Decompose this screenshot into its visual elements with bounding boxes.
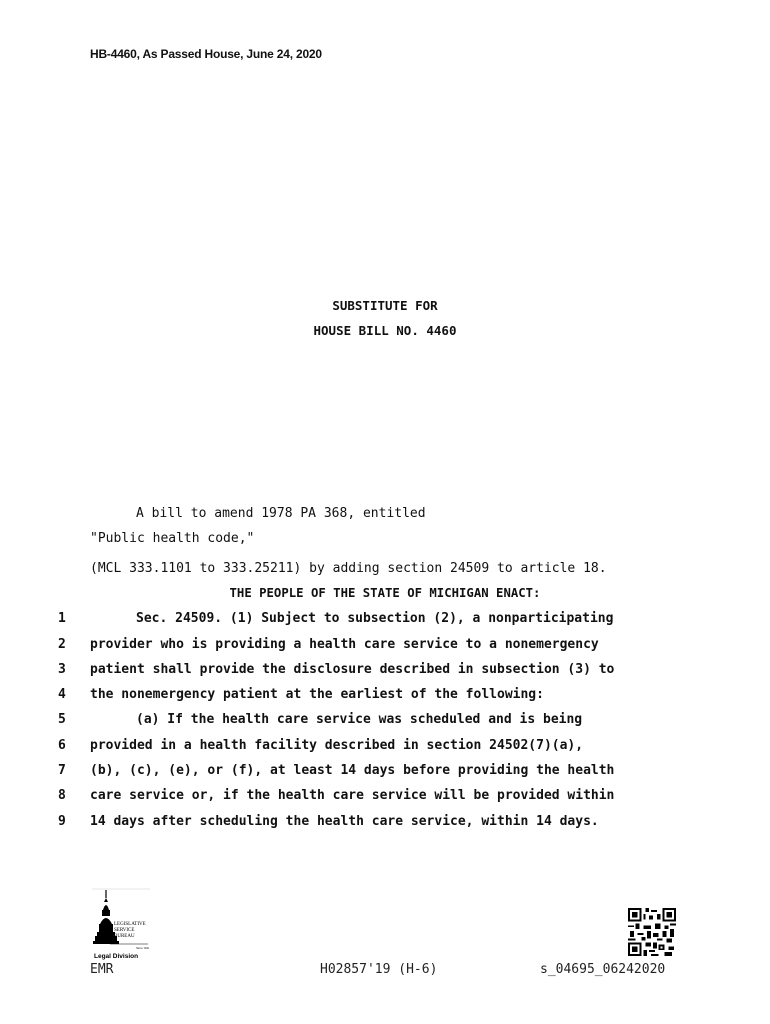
legislative-service-bureau-logo [90, 888, 152, 960]
line-number: 2 [58, 637, 66, 652]
line-text: (a) If the health care service was scheduled and is being [136, 712, 583, 727]
line-text: Sec. 24509. (1) Subject to subsection (2), a nonparticipating [136, 611, 614, 626]
bill-title-line-1: SUBSTITUTE FOR [332, 298, 438, 313]
bill-line [0, 738, 770, 763]
footer-initials: EMR [90, 962, 114, 977]
line-number: 3 [58, 662, 66, 677]
footer-document-id: H02857'19 (H-6) [320, 962, 438, 977]
line-text: patient shall provide the disclosure described in subsection (3) to [90, 662, 615, 677]
bill-line [0, 662, 770, 687]
logo-caption: Legal Division [94, 953, 139, 960]
line-number: 4 [58, 687, 66, 702]
svg-text:Since 1941: Since 1941 [136, 946, 150, 950]
line-number: 6 [58, 738, 66, 753]
line-text: provider who is providing a health care service to a nonemergency [90, 637, 599, 652]
line-text: 14 days after scheduling the health care service, within 14 days. [90, 814, 599, 829]
bill-title-line-2: HOUSE BILL NO. 4460 [313, 323, 457, 338]
qr-code-icon [628, 908, 676, 956]
bill-line [0, 637, 770, 662]
bill-line [0, 814, 770, 839]
bill-line [0, 687, 770, 712]
line-number: 1 [58, 611, 66, 626]
preamble-line-3: (MCL 333.1101 to 333.25211) by adding section 24509 to article 18. [90, 561, 607, 576]
line-text: (b), (c), (e), or (f), at least 14 days before providing the health [90, 763, 615, 778]
preamble-line-1: A bill to amend 1978 PA 368, entitled [136, 506, 426, 521]
line-number: 5 [58, 712, 66, 727]
line-text: provided in a health facility described in section 24502(7)(a), [90, 738, 584, 753]
bill-line [0, 788, 770, 813]
enacting-clause: THE PEOPLE OF THE STATE OF MICHIGAN ENACT: [229, 586, 541, 600]
footer-file-code: s_04695_06242020 [540, 962, 666, 977]
svg-text:SERVICE: SERVICE [114, 928, 135, 933]
bill-line [0, 763, 770, 788]
line-text: care service or, if the health care service will be provided within [90, 788, 615, 803]
line-text: the nonemergency patient at the earliest of the following: [90, 687, 544, 702]
document-header: HB-4460, As Passed House, June 24, 2020 [90, 47, 322, 61]
svg-text:LEGISLATIVE: LEGISLATIVE [114, 922, 146, 927]
bill-line [0, 712, 770, 737]
bill-line [0, 611, 770, 636]
preamble-line-2: "Public health code," [90, 531, 255, 546]
line-number: 9 [58, 814, 66, 829]
line-number: 7 [58, 763, 66, 778]
line-number: 8 [58, 788, 66, 803]
svg-text:BUREAU: BUREAU [114, 934, 135, 939]
